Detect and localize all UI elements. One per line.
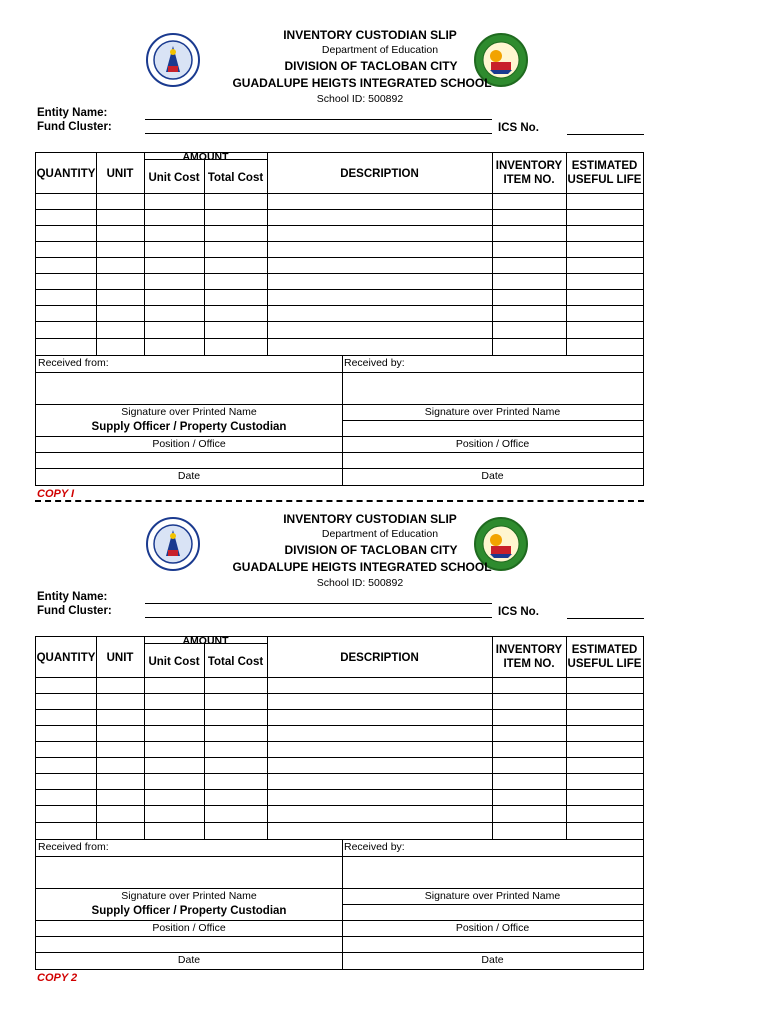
received-from-label: Received from: bbox=[38, 357, 109, 369]
division-name: DIVISION OF TACLOBAN CITY bbox=[284, 543, 458, 557]
slip-title: INVENTORY CUSTODIAN SLIP bbox=[283, 28, 457, 42]
description-header: DESCRIPTION bbox=[340, 168, 419, 180]
quantity-header: QUANTITY bbox=[36, 168, 96, 180]
inventory-item-no-header bbox=[492, 643, 566, 671]
unit-header: UNIT bbox=[106, 652, 134, 664]
division-name: DIVISION OF TACLOBAN CITY bbox=[284, 59, 458, 73]
school-name: GUADALUPE HEIGTS INTEGRATED SCHOOL bbox=[232, 76, 492, 90]
department-name: Department of Education bbox=[321, 44, 439, 56]
inventory-header-line2: ITEM NO. bbox=[503, 658, 555, 670]
useful-header-line2: USEFUL LIFE bbox=[567, 174, 642, 186]
slip-title: INVENTORY CUSTODIAN SLIP bbox=[283, 512, 457, 526]
position-by-label: Position / Office bbox=[455, 922, 530, 934]
fund-cluster-field[interactable] bbox=[145, 133, 492, 134]
unit-header: UNIT bbox=[106, 168, 134, 180]
fund-cluster-field[interactable] bbox=[145, 617, 492, 618]
school-name: GUADALUPE HEIGTS INTEGRATED SCHOOL bbox=[232, 560, 492, 574]
entity-name-field[interactable] bbox=[145, 603, 492, 604]
position-from-label: Position / Office bbox=[152, 922, 226, 934]
school-id: School ID: 500892 bbox=[316, 577, 404, 589]
description-header: DESCRIPTION bbox=[340, 652, 419, 664]
signature-from-label: Signature over Printed Name bbox=[121, 406, 257, 418]
items-table bbox=[35, 152, 644, 486]
department-name: Department of Education bbox=[321, 528, 439, 540]
amount-header: AMOUNT bbox=[182, 635, 229, 647]
amount-header: AMOUNT bbox=[182, 151, 229, 163]
fund-cluster-label: Fund Cluster: bbox=[37, 605, 112, 617]
signature-from-label: Signature over Printed Name bbox=[121, 890, 257, 902]
unit-cost-header: Unit Cost bbox=[148, 172, 200, 184]
useful-life-header bbox=[566, 643, 643, 671]
useful-header-line1: ESTIMATED bbox=[571, 160, 638, 172]
inventory-item-no-header bbox=[492, 159, 566, 187]
fund-cluster-label: Fund Cluster: bbox=[37, 121, 112, 133]
inventory-header-line1: INVENTORY bbox=[495, 644, 563, 656]
useful-header-line1: ESTIMATED bbox=[571, 644, 638, 656]
copy-label: COPY I bbox=[37, 488, 75, 500]
school-id: School ID: 500892 bbox=[316, 93, 404, 105]
ics-number-field[interactable] bbox=[567, 134, 644, 135]
date-from-label: Date bbox=[177, 954, 201, 966]
cut-line-divider bbox=[35, 500, 644, 502]
inventory-header-line2: ITEM NO. bbox=[503, 174, 555, 186]
entity-name-label: Entity Name: bbox=[37, 107, 108, 119]
signature-by-label: Signature over Printed Name bbox=[424, 406, 561, 418]
quantity-header: QUANTITY bbox=[36, 652, 96, 664]
received-by-label: Received by: bbox=[344, 841, 405, 853]
date-by-label: Date bbox=[481, 954, 504, 966]
inventory-header-line1: INVENTORY bbox=[495, 160, 563, 172]
items-table bbox=[35, 636, 644, 970]
unit-cost-header: Unit Cost bbox=[148, 656, 200, 668]
received-from-label: Received from: bbox=[38, 841, 109, 853]
position-from-label: Position / Office bbox=[152, 438, 226, 450]
total-cost-header: Total Cost bbox=[207, 656, 264, 668]
position-by-label: Position / Office bbox=[455, 438, 530, 450]
supply-officer-label: Supply Officer / Property Custodian bbox=[91, 421, 287, 433]
ics-number-label: ICS No. bbox=[498, 606, 539, 618]
ics-number-label: ICS No. bbox=[498, 122, 539, 134]
date-by-label: Date bbox=[481, 470, 504, 482]
total-cost-header: Total Cost bbox=[207, 172, 264, 184]
entity-name-field[interactable] bbox=[145, 119, 492, 120]
signature-by-label: Signature over Printed Name bbox=[424, 890, 561, 902]
date-from-label: Date bbox=[177, 470, 201, 482]
useful-life-header bbox=[566, 159, 643, 187]
copy-label: COPY 2 bbox=[37, 972, 78, 984]
entity-name-label: Entity Name: bbox=[37, 591, 108, 603]
useful-header-line2: USEFUL LIFE bbox=[567, 658, 642, 670]
supply-officer-label: Supply Officer / Property Custodian bbox=[91, 905, 287, 917]
received-by-label: Received by: bbox=[344, 357, 405, 369]
ics-number-field[interactable] bbox=[567, 618, 644, 619]
